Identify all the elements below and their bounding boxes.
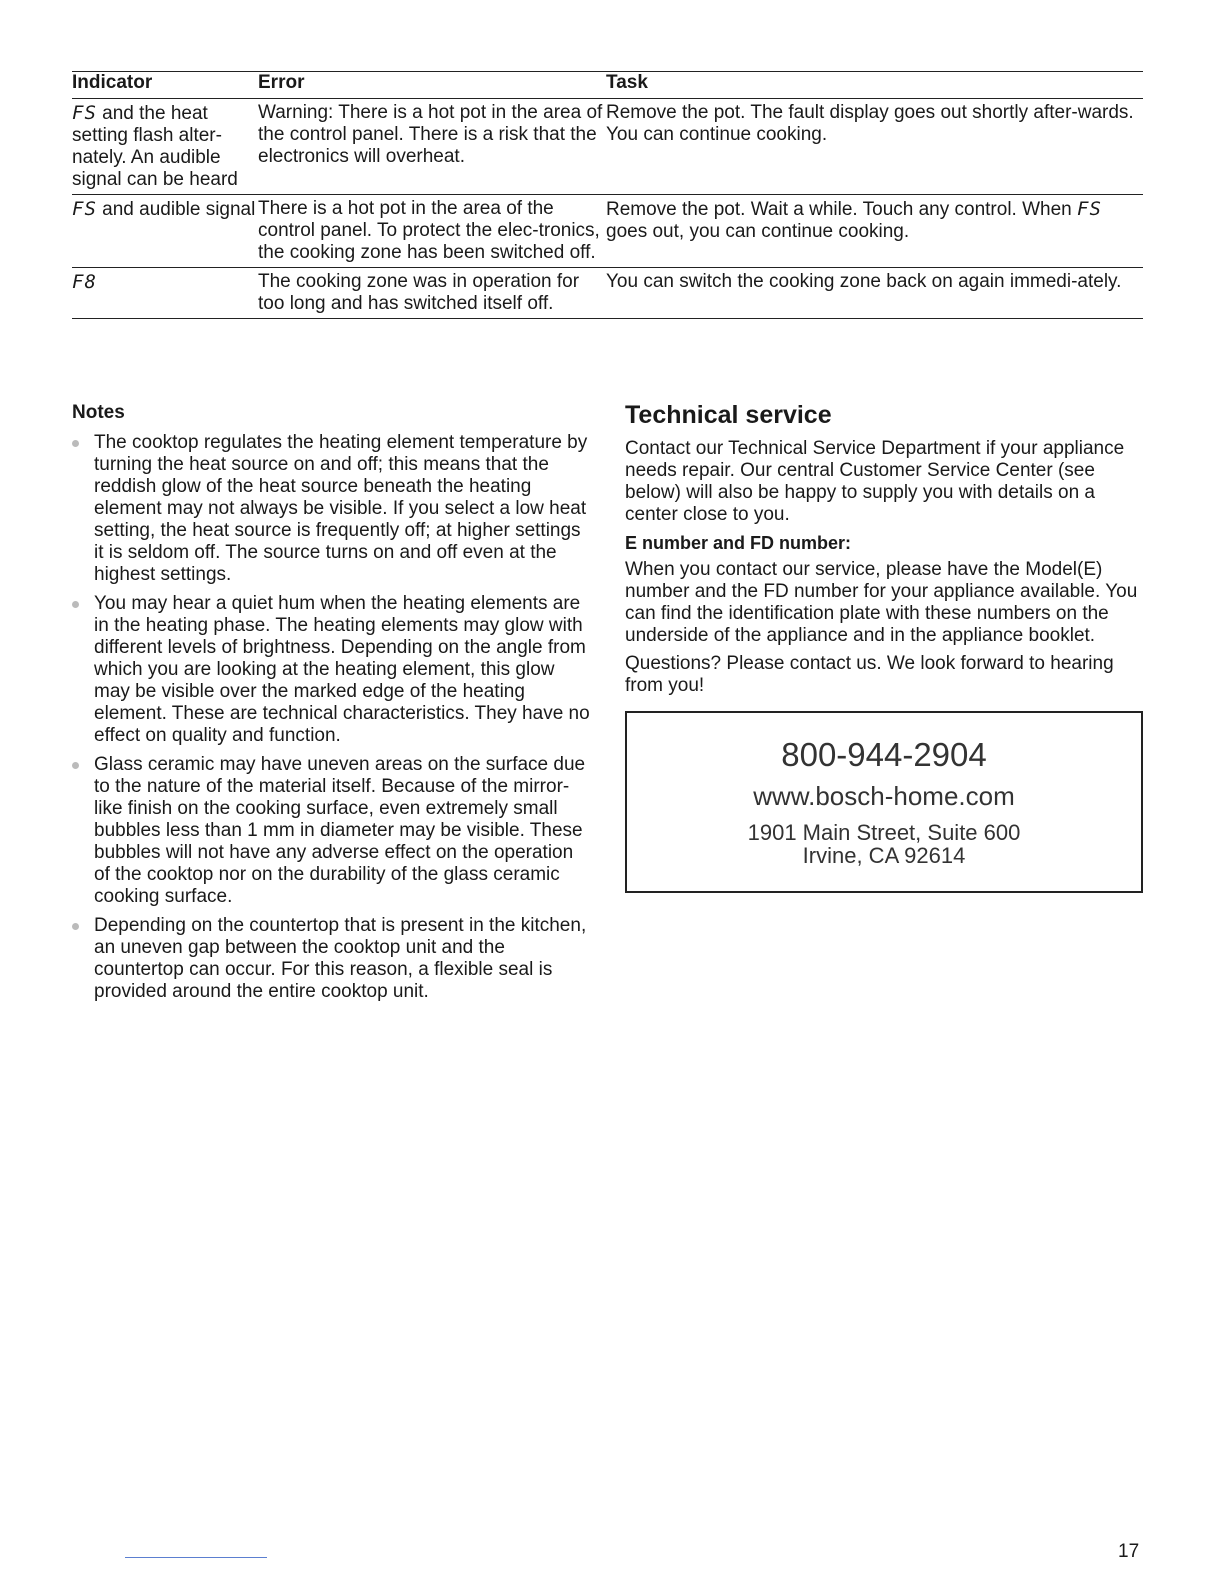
- table-row: [72, 195, 1143, 268]
- website-link[interactable]: www.bosch-home.com: [753, 781, 1015, 811]
- display-code: FS: [72, 198, 97, 220]
- list-item: [72, 432, 592, 586]
- header-task: Task: [606, 72, 1143, 99]
- technical-service-heading: Technical service: [625, 401, 832, 429]
- phone-number[interactable]: 800-944-2904: [781, 736, 987, 773]
- task-text: Remove the pot. Wait a while. Touch any control. When: [606, 199, 1078, 220]
- service-intro: Contact our Technical Service Department if your appliance needs repair. Our central Customer Service Center (see below) will also be happy to supply you with details on a center close to you.: [625, 438, 1125, 525]
- task-text-continued: goes out, you can continue cooking.: [606, 221, 910, 242]
- e-number-heading: E number and FD number:: [625, 533, 852, 553]
- table-header-row: [72, 72, 1143, 99]
- display-code: FS: [1077, 198, 1102, 220]
- address-line-1: 1901 Main Street, Suite 600: [747, 820, 1021, 845]
- table-row: [72, 268, 1143, 319]
- display-code: FS: [72, 102, 97, 124]
- bullet-icon: [72, 762, 79, 769]
- notes-list: [72, 432, 592, 1003]
- error-cell: There is a hot pot in the area of the control panel. To protect the elec-tronics, the cooking zone has been switched off.: [258, 195, 606, 268]
- header-indicator: Indicator: [72, 72, 258, 99]
- footer-divider: [125, 1557, 267, 1558]
- header-error: Error: [258, 72, 606, 99]
- address-line-2: Irvine, CA 92614: [802, 843, 966, 868]
- list-item: [72, 915, 592, 1003]
- bullet-icon: [72, 923, 79, 930]
- table-row: [72, 99, 1143, 195]
- note-text: The cooktop regulates the heating element temperature by turning the heat source on and off; this means that the reddish glow of the heat source beneath the heating element may not always be visible. If you select a low heat setting, the heat source is frequently off; at higher settings it is seldom off. The source turns on and off even at the highest settings.: [94, 432, 588, 585]
- error-table: [72, 71, 1143, 319]
- indicator-cell: [72, 268, 258, 319]
- bullet-icon: [72, 601, 79, 608]
- list-item: [72, 593, 592, 747]
- questions-text: Questions? Please contact us. We look forward to hearing from you!: [625, 653, 1114, 696]
- note-text: Glass ceramic may have uneven areas on the surface due to the nature of the material itself. Because of the mirror-like finish on the cooking surface, even extremely small bubbles less than 1 mm in diameter may be visible. These bubbles will not have any adverse effect on the operation of the cooktop nor on the durability of the glass ceramic cooking surface.: [94, 754, 586, 907]
- notes-section: [72, 402, 592, 1010]
- error-cell: Warning: There is a hot pot in the area of the control panel. There is a risk that the electronics will overheat.: [258, 99, 606, 195]
- task-cell: [606, 195, 1143, 268]
- note-text: You may hear a quiet hum when the heating elements are in the heating phase. The heating elements may glow with different levels of brightness. Depending on the angle from which you are looking at the heating element, this glow may be visible over the marked edge of the heating element. These are technical characteristics. They have no effect on quality and function.: [94, 593, 590, 746]
- error-cell: The cooking zone was in operation for too long and has switched itself off.: [258, 268, 606, 319]
- task-cell: [606, 99, 1143, 195]
- display-code: F8: [72, 271, 97, 293]
- technical-service-section: [625, 400, 1143, 893]
- task-cell: [606, 268, 1143, 319]
- page-number: 17: [1118, 1541, 1140, 1562]
- note-text: Depending on the countertop that is present in the kitchen, an uneven gap between the cooktop unit and the countertop can occur. For this reason, a flexible seal is provided around the entire cooktop unit.: [94, 915, 587, 1002]
- list-item: [72, 754, 592, 908]
- error-table-section: [72, 71, 1143, 319]
- notes-heading: Notes: [72, 402, 125, 423]
- indicator-text: and the heat setting flash alter-nately. An audible signal can be heard: [72, 103, 238, 190]
- indicator-cell: [72, 195, 258, 268]
- bullet-icon: [72, 440, 79, 447]
- task-text: You can switch the cooking zone back on again immedi-ately.: [606, 271, 1122, 292]
- indicator-cell: [72, 99, 258, 195]
- task-text: Remove the pot. The fault display goes out shortly after-wards. You can continue cooking.: [606, 102, 1134, 145]
- e-number-text: When you contact our service, please have the Model(E) number and the FD number for your appliance available. You can find the identification plate with these numbers on the underside of the appliance and in the appliance booklet.: [625, 559, 1138, 646]
- indicator-text: and audible signal: [96, 199, 256, 220]
- contact-box: [625, 711, 1143, 893]
